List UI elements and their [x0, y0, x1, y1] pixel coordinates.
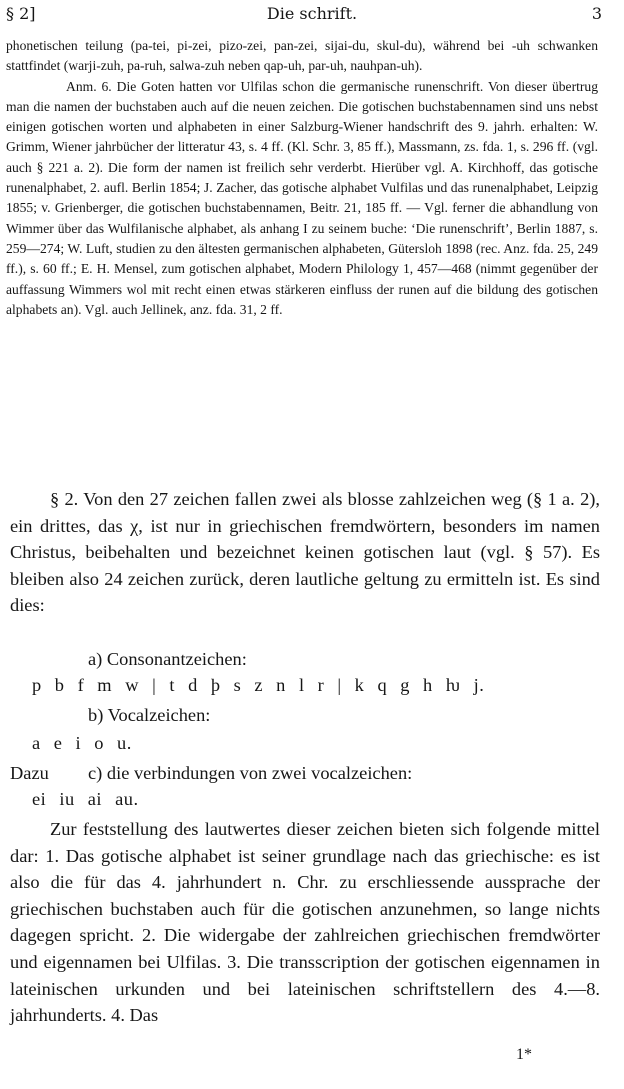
- running-head-title: Die schrift.: [266, 4, 358, 23]
- anmerkung-6: Anm. 6. Die Goten hatten vor Ulfilas schon die germanische runenschrift. Von dieser übertrug man die namen der buchstaben auch auf die neuen zeichen. Die gotischen buchstabennamen sind uns nebst einigen gotischen worten und alphabeten in einer Salzburg-Wiener handschrift des 9. jahrh. erhalten: W. Grimm, Wiener jahrbücher der litteratur 43, s. 4 ff. (Kl. Schr. 3, 85 ff.), Massmann, zs. fda. 1, s. 296 ff. (vgl. auch § 221 a. 2). Die form der namen ist freilich sehr verderbt. Hierüber vgl. A. Kirchhoff, das gotische runenalphabet, 2. aufl. Berlin 1854; J. Zacher, das gotische alphabet Vulfilas und das runenalphabet, Leipzig 1855; v. Grienberger, die gotischen buchstabennamen, Beitr. 21, 185 ff. — Vgl. ferner die abhandlung von Wimmer über das Wulfilanische alphabet, als anhang I zu seinem buche: ‘Die runenschrift’, Berlin 1887, s. 259—274; W. Luft, studien zu den ältesten germanischen alphabeten, Gütersloh 1898 (rec. Anz. fda. 25, 249 ff.), s. 60 ff.; E. H. Mensel, zum gotischen alphabet, Modern Philology 1, 457—468 (nimmt gegenüber der auffassung Wimmers wol mit recht einen etwas stärkeren einfluss der runen auf die bildung des gotischen alphabets an). Vgl. auch Jellinek, anz. fda. 31, 2 ff.: [6, 78, 598, 317]
- consonant-list: p b f m w | t d þ s z n l r | k q g h ƕ j.: [32, 675, 485, 695]
- consonant-label: a) Consonantzeichen:: [88, 649, 247, 669]
- vowel-list: a e i o u.: [32, 733, 132, 753]
- note-block: [6, 36, 598, 320]
- closing-block: [10, 816, 600, 1029]
- note-continuation: phonetischen teilung (pa-tei, pi-zei, pizo-zei, pan-zei, sijai-du, skul-du), während bei -uh schwanken stattfindet (warji-zuh, pa-ruh, salwa-zuh neben qap-uh, par-uh, nauhpan-uh).: [6, 38, 598, 74]
- signature-mark: 1*: [516, 1046, 532, 1063]
- section-2-intro: [10, 486, 600, 619]
- section-2-paragraph: § 2. Von den 27 zeichen fallen zwei als blosse zahlzeichen weg (§ 1 a. 2), ein drittes, das χ, ist nur in griechischen fremdwörtern, besonders im namen Christus, beibehalten und bezeichnet keinen gotischen laut (vgl. § 57). Es bleiben also 24 zeichen zurück, deren lautliche geltung zu ermitteln ist. Es sind dies:: [10, 489, 600, 616]
- vowel-label: b) Vocalzeichen:: [88, 705, 211, 725]
- diphthong-list: ei iu ai au.: [32, 789, 139, 809]
- page-number: 3: [591, 4, 602, 23]
- dazu-word: Dazu: [10, 763, 49, 783]
- closing-paragraph: Zur feststellung des lautwertes dieser zeichen bieten sich folgende mittel dar: 1. Das gotische alphabet ist seiner grundlage nach das griechische: es ist also die für das 4. jahrhundert n. Chr. zu erschliessende aussprache der griechischen buchstaben auch für die gotischen anzunehmen, so lange nichts dagegen spricht. 2. Die widergabe der zahlreichen griechischen fremdwörter und eigennamen bei Ulfilas. 3. Die transscription der gotischen eigennamen in lateinischen urkunden und bei lateinischen schriftstellern des 4.—8. jahrhunderts. 4. Das: [10, 819, 600, 1026]
- diphthong-label: c) die verbindungen von zwei vocalzeichen:: [88, 763, 413, 783]
- running-head-section: § 2]: [6, 4, 36, 23]
